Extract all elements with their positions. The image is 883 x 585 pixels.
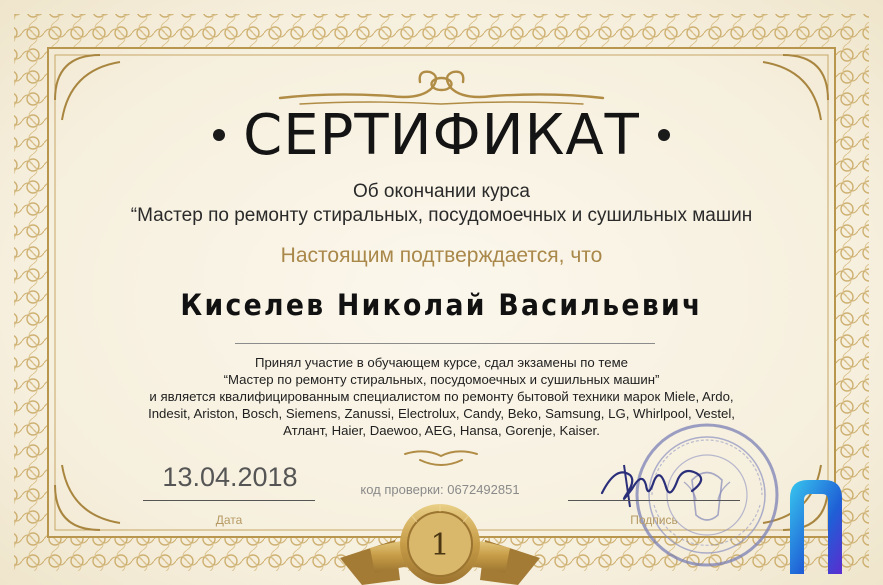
- verification-code: код проверки: 0672492851: [360, 482, 520, 497]
- signature-underline: [568, 500, 740, 501]
- title-bullet-left: [213, 129, 225, 141]
- course-intro: Об окончании курса: [352, 181, 530, 202]
- title-bullet-right: [658, 129, 670, 141]
- issue-date: 13.04.2018: [162, 462, 298, 492]
- body-line: Принял участие в обучающем курсе, сдал экзамены по теме: [254, 355, 629, 370]
- signature: [596, 445, 716, 515]
- date-underline: [143, 500, 315, 501]
- signature-label: Подпись: [630, 513, 678, 527]
- name-underline: [235, 343, 655, 344]
- body-line: “Мастер по ремонту стиральных, посудомоечных и сушильных машин”: [223, 372, 660, 387]
- recipient-name: Киселев Николай Васильевич: [180, 288, 703, 322]
- body-line: Indesit, Ariston, Bosch, Siemens, Zanussi, Electrolux, Candy, Beko, Samsung, LG, Whirlpool, Vestel,: [148, 406, 735, 421]
- date-label: Дата: [215, 513, 243, 527]
- course-name: “Мастер по ремонту стиральных, посудомоечных и сушильных машин: [130, 205, 753, 226]
- confirmation-text: Настоящим подтверждается, что: [280, 244, 603, 267]
- certificate-title: [0, 104, 883, 168]
- title-text: СЕРТИФИКАТ: [243, 103, 640, 168]
- body-line: Атлант, Haier, Daewoo, AEG, Hansa, Gorenje, Kaiser.: [283, 423, 600, 438]
- body-line: и является квалифицированным специалистом по ремонту бытовой техники марок Miele, Ardo,: [149, 389, 734, 404]
- medal-number: 1: [430, 528, 450, 563]
- brand-logo-icon: [786, 476, 846, 576]
